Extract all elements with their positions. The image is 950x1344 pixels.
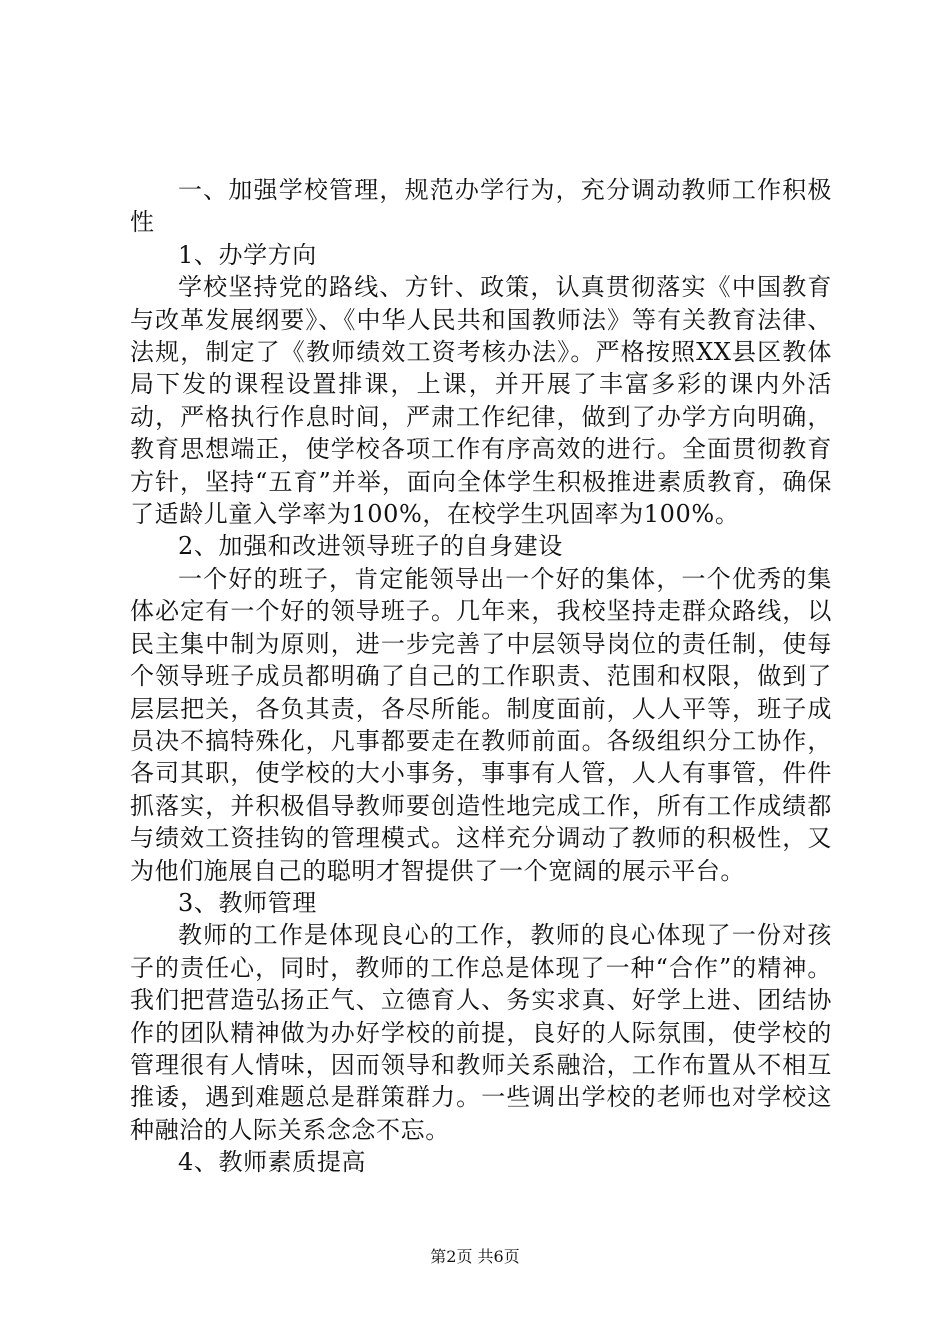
section-heading: 一、加强学校管理，规范办学行为，充分调动教师工作积极性 <box>130 176 832 237</box>
subheading-teacher-management: 3、教师管理 <box>178 888 317 917</box>
subheading-leadership: 2、加强和改进领导班子的自身建设 <box>178 532 563 561</box>
subheading-school-direction: 1、办学方向 <box>178 240 317 269</box>
page-number-footer: 第2页 共6页 <box>430 1247 520 1266</box>
subheading-teacher-quality: 4、教师素质提高 <box>178 1148 367 1177</box>
paragraph-teacher-management: 教师的工作是体现良心的工作，教师的良心体现了一份对孩子的责任心，同时，教师的工作总是体现了一种“合作”的精神。我们把营造弘扬正气、立德育人、务实求真、好学上进、团结协作的团队精神做为办好学校的前提，良好的人际氛围，使学校的管理很有人情味，因而领导和教师关系融洽，工作布置从不相互推诿，遇到难题总是群策群力。一些调出学校的老师也对学校这种融洽的人际关系念念不忘。 <box>130 921 832 1144</box>
paragraph-leadership: 一个好的班子，肯定能领导出一个好的集体，一个优秀的集体必定有一个好的领导班子。几年来，我校坚持走群众路线，以民主集中制为原则，进一步完善了中层领导岗位的责任制，使每个领导班子成员都明确了自己的工作职责、范围和权限，做到了层层把关，各负其责，各尽所能。制度面前，人人平等，班子成员决不搞特殊化，凡事都要走在教师前面。各级组织分工协作，各司其职，使学校的大小事务，事事有人管，人人有事管，件件抓落实，并积极倡导教师要创造性地完成工作，所有工作成绩都与绩效工资挂钩的管理模式。这样充分调动了教师的积极性，又为他们施展自己的聪明才智提供了一个宽阔的展示平台。 <box>130 564 832 885</box>
document-body <box>130 174 832 1179</box>
paragraph-school-direction: 学校坚持党的路线、方针、政策，认真贯彻落实《中国教育与改革发展纲要》、《中华人民共和国教师法》等有关教育法律、法规，制定了《教师绩效工资考核办法》。严格按照XX县区教体局下发的课程设置排课，上课，并开展了丰富多彩的课内外活动，严格执行作息时间，严肃工作纪律，做到了办学方向明确，教育思想端正，使学校各项工作有序高效的进行。全面贯彻教育方针，坚持“五育”并举，面向全体学生积极推进素质教育，确保了适龄儿童入学率为100%，在校学生巩固率为100%。 <box>130 273 832 529</box>
